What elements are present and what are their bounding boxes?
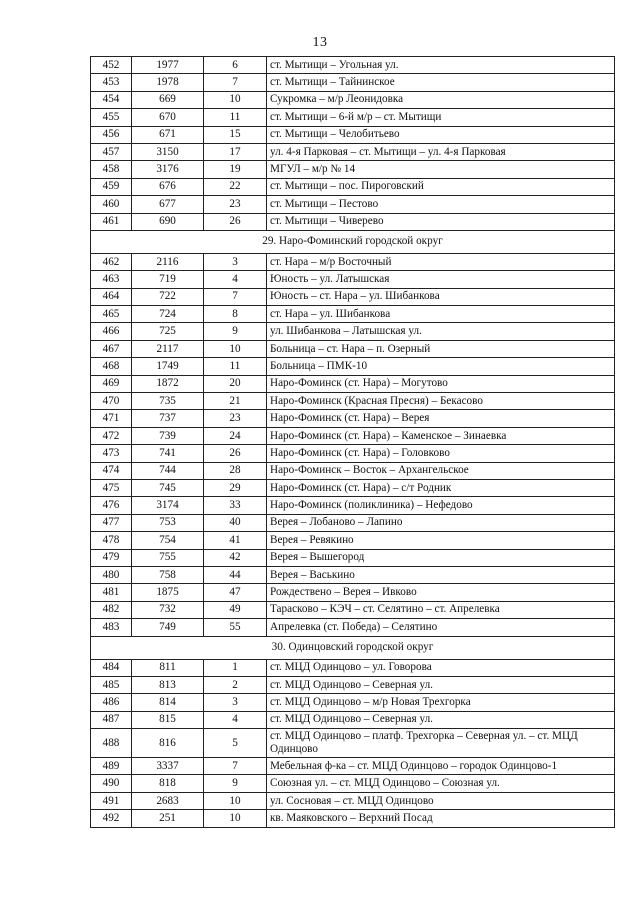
route-number-cell: 29: [204, 479, 267, 496]
row-number-cell: 465: [91, 306, 132, 323]
row-number-cell: 481: [91, 584, 132, 601]
route-number-cell: 17: [204, 143, 267, 160]
registry-number-cell: 737: [132, 410, 204, 427]
route-number-cell: 15: [204, 126, 267, 143]
row-number-cell: 486: [91, 694, 132, 711]
row-number-cell: 468: [91, 358, 132, 375]
route-number-cell: 20: [204, 375, 267, 392]
route-name-cell: Верея – Ревякино: [267, 532, 615, 549]
route-number-cell: 19: [204, 161, 267, 178]
row-number-cell: 454: [91, 91, 132, 108]
row-number-cell: 483: [91, 619, 132, 636]
section-title: 30. Одинцовский городской округ: [91, 636, 615, 659]
route-name-cell: ст. Нара – ул. Шибанкова: [267, 306, 615, 323]
registry-number-cell: 724: [132, 306, 204, 323]
registry-number-cell: 815: [132, 711, 204, 728]
registry-number-cell: 719: [132, 271, 204, 288]
registry-number-cell: 753: [132, 514, 204, 531]
route-name-cell: ст. Мытищи – пос. Пироговский: [267, 178, 615, 195]
route-number-cell: 3: [204, 694, 267, 711]
row-number-cell: 460: [91, 196, 132, 213]
row-number-cell: 480: [91, 566, 132, 583]
route-number-cell: 22: [204, 178, 267, 195]
route-number-cell: 33: [204, 497, 267, 514]
registry-number-cell: 677: [132, 196, 204, 213]
row-number-cell: 459: [91, 178, 132, 195]
route-name-cell: Юность – ст. Нара – ул. Шибанкова: [267, 288, 615, 305]
table-row: [91, 358, 615, 375]
route-number-cell: 26: [204, 213, 267, 230]
route-number-cell: 11: [204, 358, 267, 375]
row-number-cell: 466: [91, 323, 132, 340]
route-name-cell: Наро-Фоминск (ст. Нара) – Головково: [267, 445, 615, 462]
row-number-cell: 469: [91, 375, 132, 392]
registry-number-cell: 3150: [132, 143, 204, 160]
route-name-cell: Верея – Вышегород: [267, 549, 615, 566]
row-number-cell: 488: [91, 729, 132, 758]
table-row: [91, 340, 615, 357]
row-number-cell: 478: [91, 532, 132, 549]
route-number-cell: 21: [204, 393, 267, 410]
registry-number-cell: 3174: [132, 497, 204, 514]
route-name-cell: Наро-Фоминск (ст. Нара) – с/т Родник: [267, 479, 615, 496]
registry-number-cell: 669: [132, 91, 204, 108]
route-name-cell: Юность – ул. Латышская: [267, 271, 615, 288]
row-number-cell: 473: [91, 445, 132, 462]
route-number-cell: 3: [204, 253, 267, 270]
route-name-cell: Наро-Фоминск (Красная Пресня) – Бекасово: [267, 393, 615, 410]
route-name-cell: Рождествено – Верея – Ивково: [267, 584, 615, 601]
route-name-cell: ст. МЦД Одинцово – платф. Трехгорка – Северная ул. – ст. МЦД Одинцово: [267, 729, 615, 758]
registry-number-cell: 739: [132, 427, 204, 444]
section-title: 29. Наро-Фоминский городской округ: [91, 230, 615, 253]
table-row: [91, 109, 615, 126]
table-row: [91, 323, 615, 340]
table-row: [91, 143, 615, 160]
route-name-cell: ст. Мытищи – Угольная ул.: [267, 57, 615, 74]
table-row: [91, 676, 615, 693]
table-row: [91, 792, 615, 809]
table-row: [91, 74, 615, 91]
table-row: [91, 375, 615, 392]
registry-number-cell: 3337: [132, 758, 204, 775]
route-number-cell: 6: [204, 57, 267, 74]
table-row: [91, 497, 615, 514]
route-name-cell: Наро-Фоминск (ст. Нара) – Могутово: [267, 375, 615, 392]
route-number-cell: 9: [204, 775, 267, 792]
table-row: [91, 445, 615, 462]
table-row: [91, 810, 615, 827]
row-number-cell: 489: [91, 758, 132, 775]
route-number-cell: 28: [204, 462, 267, 479]
registry-number-cell: 690: [132, 213, 204, 230]
route-name-cell: Союзная ул. – ст. МЦД Одинцово – Союзная ул.: [267, 775, 615, 792]
row-number-cell: 456: [91, 126, 132, 143]
registry-number-cell: 670: [132, 109, 204, 126]
table-row: [91, 253, 615, 270]
table-row: [91, 288, 615, 305]
table-row: [91, 479, 615, 496]
route-number-cell: 2: [204, 676, 267, 693]
table-row: [91, 566, 615, 583]
registry-number-cell: 741: [132, 445, 204, 462]
route-number-cell: 7: [204, 74, 267, 91]
route-number-cell: 23: [204, 410, 267, 427]
row-number-cell: 453: [91, 74, 132, 91]
table-row: [91, 775, 615, 792]
route-name-cell: ул. Шибанкова – Латышская ул.: [267, 323, 615, 340]
registry-number-cell: 671: [132, 126, 204, 143]
route-name-cell: ст. Мытищи – Чиверево: [267, 213, 615, 230]
table-row: [91, 91, 615, 108]
registry-number-cell: 811: [132, 659, 204, 676]
table-row: [91, 584, 615, 601]
table-row: [91, 549, 615, 566]
row-number-cell: 482: [91, 601, 132, 618]
route-name-cell: Наро-Фоминск (поликлиника) – Нефедово: [267, 497, 615, 514]
registry-number-cell: 2683: [132, 792, 204, 809]
registry-number-cell: 755: [132, 549, 204, 566]
route-number-cell: 44: [204, 566, 267, 583]
route-number-cell: 41: [204, 532, 267, 549]
section-header-row: [91, 230, 615, 253]
row-number-cell: 472: [91, 427, 132, 444]
route-number-cell: 1: [204, 659, 267, 676]
row-number-cell: 492: [91, 810, 132, 827]
registry-number-cell: 816: [132, 729, 204, 758]
row-number-cell: 455: [91, 109, 132, 126]
route-name-cell: ул. Сосновая – ст. МЦД Одинцово: [267, 792, 615, 809]
route-number-cell: 10: [204, 340, 267, 357]
route-number-cell: 55: [204, 619, 267, 636]
route-number-cell: 26: [204, 445, 267, 462]
route-number-cell: 4: [204, 271, 267, 288]
row-number-cell: 491: [91, 792, 132, 809]
route-name-cell: ст. Мытищи – 6-й м/р – ст. Мытищи: [267, 109, 615, 126]
route-name-cell: ст. МЦД Одинцово – Северная ул.: [267, 676, 615, 693]
table-row: [91, 161, 615, 178]
row-number-cell: 461: [91, 213, 132, 230]
routes-table: [90, 56, 615, 828]
registry-number-cell: 749: [132, 619, 204, 636]
route-number-cell: 49: [204, 601, 267, 618]
row-number-cell: 463: [91, 271, 132, 288]
row-number-cell: 471: [91, 410, 132, 427]
route-name-cell: МГУЛ – м/р № 14: [267, 161, 615, 178]
registry-number-cell: 813: [132, 676, 204, 693]
registry-number-cell: 745: [132, 479, 204, 496]
route-name-cell: ст. МЦД Одинцово – м/р Новая Трехгорка: [267, 694, 615, 711]
row-number-cell: 485: [91, 676, 132, 693]
route-number-cell: 40: [204, 514, 267, 531]
routes-table-body: [91, 57, 615, 828]
row-number-cell: 452: [91, 57, 132, 74]
route-number-cell: 10: [204, 91, 267, 108]
table-row: [91, 427, 615, 444]
registry-number-cell: 2116: [132, 253, 204, 270]
route-name-cell: Сукромка – м/р Леонидовка: [267, 91, 615, 108]
registry-number-cell: 1749: [132, 358, 204, 375]
row-number-cell: 470: [91, 393, 132, 410]
registry-number-cell: 251: [132, 810, 204, 827]
table-row: [91, 619, 615, 636]
table-row: [91, 659, 615, 676]
section-header-row: [91, 636, 615, 659]
route-name-cell: Мебельная ф-ка – ст. МЦД Одинцово – городок Одинцово-1: [267, 758, 615, 775]
row-number-cell: 479: [91, 549, 132, 566]
table-row: [91, 410, 615, 427]
route-name-cell: Наро-Фоминск (ст. Нара) – Верея: [267, 410, 615, 427]
registry-number-cell: 2117: [132, 340, 204, 357]
table-row: [91, 711, 615, 728]
registry-number-cell: 744: [132, 462, 204, 479]
route-name-cell: ст. МЦД Одинцово – ул. Говорова: [267, 659, 615, 676]
table-row: [91, 393, 615, 410]
route-number-cell: 23: [204, 196, 267, 213]
route-name-cell: Апрелевка (ст. Победа) – Селятино: [267, 619, 615, 636]
row-number-cell: 467: [91, 340, 132, 357]
route-name-cell: Верея – Лобаново – Лапино: [267, 514, 615, 531]
table-row: [91, 271, 615, 288]
row-number-cell: 484: [91, 659, 132, 676]
row-number-cell: 462: [91, 253, 132, 270]
route-name-cell: ст. Мытищи – Челобитьево: [267, 126, 615, 143]
route-number-cell: 47: [204, 584, 267, 601]
registry-number-cell: 722: [132, 288, 204, 305]
route-number-cell: 24: [204, 427, 267, 444]
registry-number-cell: 1978: [132, 74, 204, 91]
row-number-cell: 477: [91, 514, 132, 531]
table-row: [91, 213, 615, 230]
registry-number-cell: 754: [132, 532, 204, 549]
route-number-cell: 11: [204, 109, 267, 126]
route-name-cell: Наро-Фоминск – Восток – Архангельское: [267, 462, 615, 479]
table-row: [91, 126, 615, 143]
route-name-cell: Больница – ст. Нара – п. Озерный: [267, 340, 615, 357]
table-row: [91, 306, 615, 323]
route-number-cell: 4: [204, 711, 267, 728]
row-number-cell: 476: [91, 497, 132, 514]
table-row: [91, 196, 615, 213]
table-row: [91, 532, 615, 549]
table-row: [91, 462, 615, 479]
registry-number-cell: 725: [132, 323, 204, 340]
route-name-cell: ст. Нара – м/р Восточный: [267, 253, 615, 270]
row-number-cell: 475: [91, 479, 132, 496]
route-name-cell: Тарасково – КЭЧ – ст. Селятино – ст. Апрелевка: [267, 601, 615, 618]
route-name-cell: Больница – ПМК-10: [267, 358, 615, 375]
route-number-cell: 5: [204, 729, 267, 758]
route-name-cell: ст. МЦД Одинцово – Северная ул.: [267, 711, 615, 728]
route-number-cell: 42: [204, 549, 267, 566]
route-number-cell: 7: [204, 288, 267, 305]
row-number-cell: 458: [91, 161, 132, 178]
row-number-cell: 487: [91, 711, 132, 728]
row-number-cell: 474: [91, 462, 132, 479]
route-name-cell: ул. 4-я Парковая – ст. Мытищи – ул. 4-я Парковая: [267, 143, 615, 160]
registry-number-cell: 1977: [132, 57, 204, 74]
table-row: [91, 514, 615, 531]
registry-number-cell: 818: [132, 775, 204, 792]
registry-number-cell: 1875: [132, 584, 204, 601]
route-number-cell: 8: [204, 306, 267, 323]
route-name-cell: кв. Маяковского – Верхний Посад: [267, 810, 615, 827]
row-number-cell: 464: [91, 288, 132, 305]
registry-number-cell: 814: [132, 694, 204, 711]
route-number-cell: 7: [204, 758, 267, 775]
registry-number-cell: 732: [132, 601, 204, 618]
route-number-cell: 10: [204, 792, 267, 809]
registry-number-cell: 3176: [132, 161, 204, 178]
table-row: [91, 57, 615, 74]
route-name-cell: ст. Мытищи – Тайнинское: [267, 74, 615, 91]
table-row: [91, 694, 615, 711]
row-number-cell: 490: [91, 775, 132, 792]
table-row: [91, 729, 615, 758]
page-number: 13: [312, 35, 328, 50]
registry-number-cell: 676: [132, 178, 204, 195]
table-row: [91, 601, 615, 618]
route-name-cell: Наро-Фоминск (ст. Нара) – Каменское – Зинаевка: [267, 427, 615, 444]
registry-number-cell: 735: [132, 393, 204, 410]
route-number-cell: 9: [204, 323, 267, 340]
table-row: [91, 178, 615, 195]
route-number-cell: 10: [204, 810, 267, 827]
row-number-cell: 457: [91, 143, 132, 160]
route-name-cell: ст. Мытищи – Пестово: [267, 196, 615, 213]
registry-number-cell: 758: [132, 566, 204, 583]
table-row: [91, 758, 615, 775]
route-name-cell: Верея – Васькино: [267, 566, 615, 583]
registry-number-cell: 1872: [132, 375, 204, 392]
